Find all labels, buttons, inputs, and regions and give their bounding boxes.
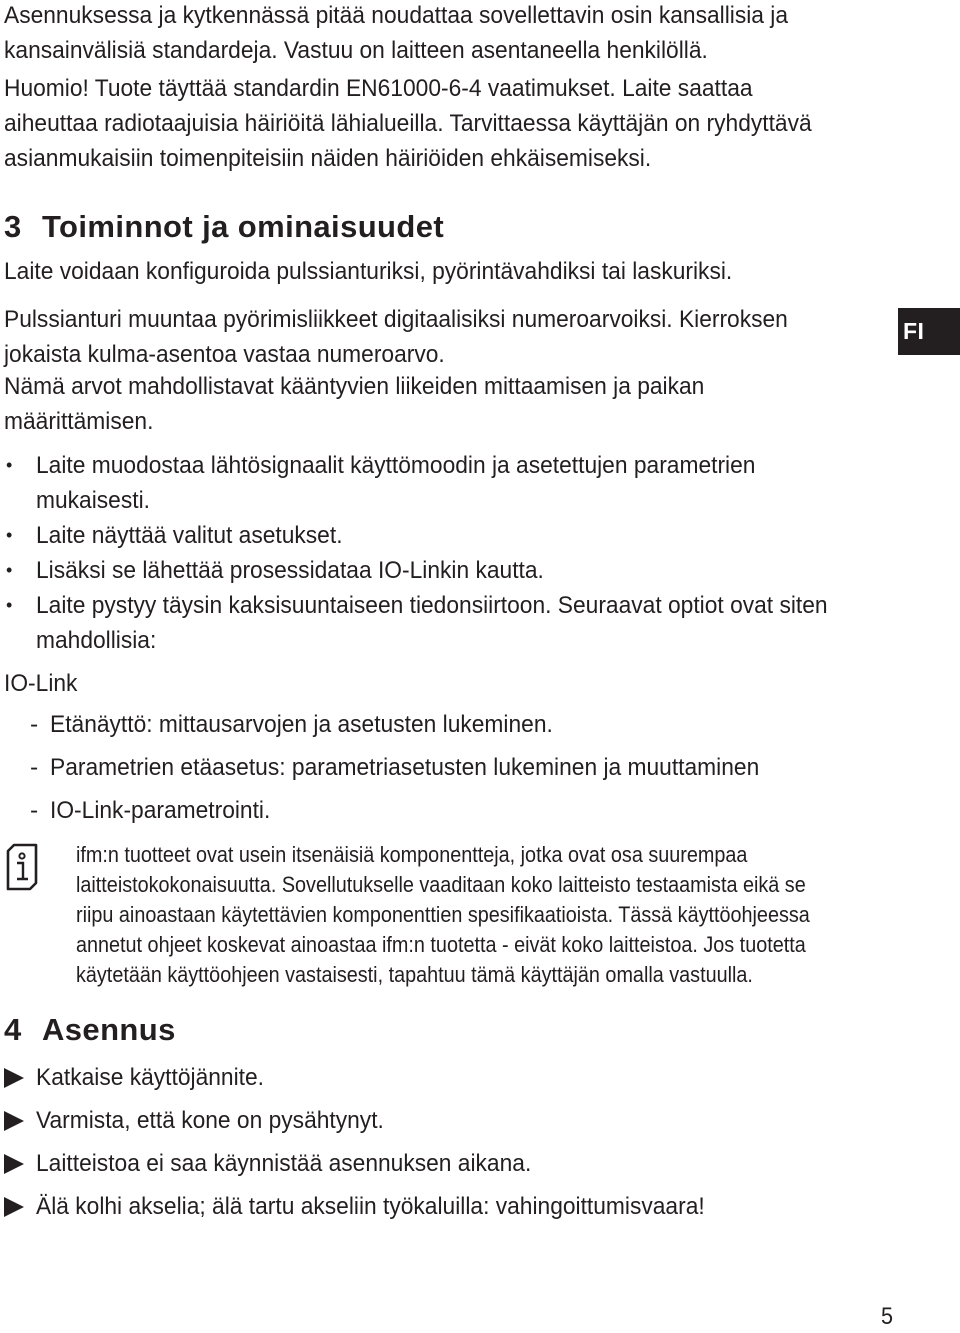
text-line: Parametrien etäasetus: parametriasetusten lukeminen ja muuttaminen <box>50 754 760 781</box>
text-line: Laite näyttää valitut asetukset. <box>36 522 343 549</box>
section-3-paragraph-3 <box>4 369 757 439</box>
text-line: Laite muodostaa lähtösignaalit käyttömoodin ja asetettujen parametrien <box>36 452 756 479</box>
dash-item <box>4 750 813 793</box>
section-4-heading <box>4 1012 176 1048</box>
dash-marker: - <box>30 797 39 824</box>
section-title: Toiminnot ja ominaisuudet <box>42 209 445 244</box>
section-number: 3 <box>4 209 22 244</box>
text-line: Laite pystyy täysin kaksisuuntaiseen tiedonsiirtoon. Seuraavat optiot ovat siten <box>36 592 828 619</box>
installation-steps <box>4 1060 755 1232</box>
bullet-item <box>4 553 887 588</box>
language-code: FI <box>903 318 925 344</box>
text-line: Laitteistoa ei saa käynnistää asennuksen aikana. <box>36 1150 532 1177</box>
text-line: aiheuttaa radiotaajuisia häiriöitä lähialueilla. Tarvittaessa käyttäjän on ryhdyttävä <box>4 110 812 137</box>
text-line: Huomio! Tuote täyttää standardin EN61000-6-4 vaatimukset. Laite saattaa <box>4 75 753 102</box>
intro-paragraph-1 <box>4 0 847 68</box>
step-item <box>4 1146 755 1189</box>
text-line: jokaista kulma-asentoa vastaa numeroarvo. <box>4 341 445 368</box>
bullet-item <box>4 588 887 658</box>
text-line: Lisäksi se lähettää prosessidataa IO-Linkin kautta. <box>36 557 544 584</box>
bullet-item <box>4 448 887 518</box>
text-line: kansainvälisiä standardeja. Vastuu on laitteen asentaneella henkilöllä. <box>4 37 708 64</box>
text-line: määrittämisen. <box>4 408 154 435</box>
play-arrow-icon <box>4 1197 24 1217</box>
page-number: 5 <box>881 1303 894 1330</box>
dash-item <box>4 793 813 836</box>
section-title: Asennus <box>42 1012 176 1047</box>
text-line: mahdollisia: <box>36 627 157 654</box>
info-icon <box>5 842 39 892</box>
text-line: Varmista, että kone on pysähtynyt. <box>36 1107 384 1134</box>
text-line: Laite voidaan konfiguroida pulssianturiksi, pyörintävahdiksi tai laskuriksi. <box>4 258 733 285</box>
text-line: IO-Link <box>4 670 78 697</box>
text-line: Älä kolhi akselia; älä tartu akseliin työkaluilla: vahingoittumisvaara! <box>36 1193 705 1220</box>
text-line: Pulssianturi muuntaa pyörimisliikkeet digitaalisiksi numeroarvoiksi. Kierroksen <box>4 306 788 333</box>
section-number: 4 <box>4 1012 22 1047</box>
step-item <box>4 1189 755 1232</box>
step-item <box>4 1103 755 1146</box>
bullet-marker: • <box>6 595 13 615</box>
bullet-marker: • <box>6 560 13 580</box>
dash-marker: - <box>30 711 39 738</box>
bullet-marker: • <box>6 455 13 475</box>
text-line: IO-Link-parametrointi. <box>50 797 271 824</box>
text-line: käytetään käyttöohjeen vastaisesti, tapahtuu tämä käyttäjän omalla vastuulla. <box>76 962 753 987</box>
text-line: Asennuksessa ja kytkennässä pitää noudattaa sovellettavin osin kansallisia ja <box>4 2 789 29</box>
text-line: Etänäyttö: mittausarvojen ja asetusten lukeminen. <box>50 711 553 738</box>
bullet-marker: • <box>6 525 13 545</box>
text-line: Nämä arvot mahdollistavat kääntyvien liikeiden mittaamisen ja paikan <box>4 373 705 400</box>
play-arrow-icon <box>4 1111 24 1131</box>
dash-marker: - <box>30 754 39 781</box>
text-line: laitteistokokonaisuutta. Sovellutukselle vaaditaan koko laitteisto testaamista eikä se <box>76 872 806 897</box>
iolink-label <box>4 666 83 701</box>
dash-item <box>4 707 813 750</box>
play-arrow-icon <box>4 1068 24 1088</box>
text-line: annetut ohjeet koskevat ainoastaa ifm:n tuotetta - eivät koko laitteistoa. Jos tuotetta <box>76 932 806 957</box>
intro-paragraph-2 <box>4 71 872 176</box>
text-line: riipu ainoastaan käytettävien komponenttien spesifikaatioista. Tässä käyttöohjeessa <box>76 902 810 927</box>
section-3-heading <box>4 209 444 245</box>
section-3-paragraph-2 <box>4 302 847 372</box>
text-line: ifm:n tuotteet ovat usein itsenäisiä komponentteja, jotka ovat osa suurempaa <box>76 842 748 867</box>
bullet-item <box>4 518 887 553</box>
section-3-paragraph-1 <box>4 254 787 289</box>
text-line: mukaisesti. <box>36 487 150 514</box>
play-arrow-icon <box>4 1154 24 1174</box>
feature-bullet-list <box>4 448 887 658</box>
step-item <box>4 1060 755 1103</box>
text-line: Katkaise käyttöjännite. <box>36 1064 264 1091</box>
text-line: asianmukaisiin toimenpiteisiin näiden häiriöiden ehkäisemiseksi. <box>4 145 652 172</box>
language-tab <box>898 308 960 355</box>
iolink-option-list <box>4 707 813 836</box>
note-text <box>76 840 891 990</box>
